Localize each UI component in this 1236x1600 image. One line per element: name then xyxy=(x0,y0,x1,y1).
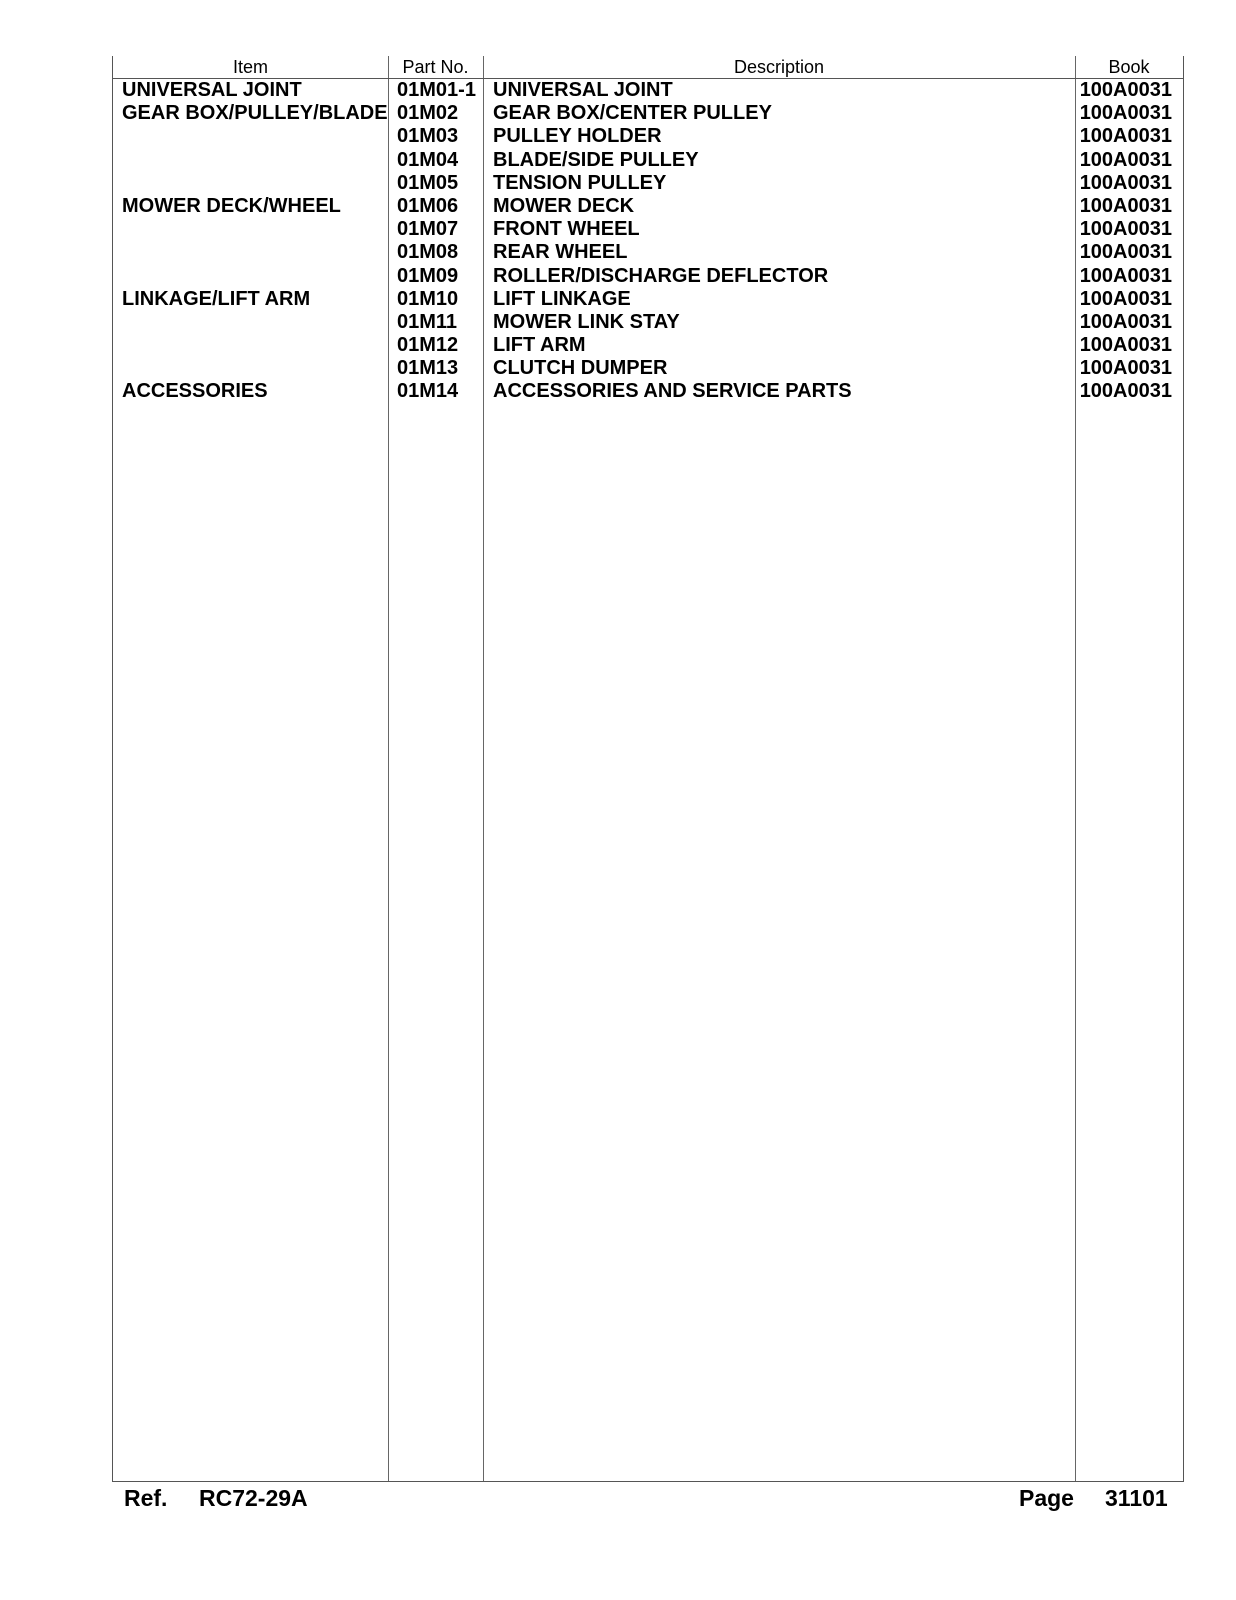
header-part-no: Part No. xyxy=(402,57,469,77)
item-cell: UNIVERSAL JOINT xyxy=(122,79,302,101)
part-no-cell: 01M09 xyxy=(397,264,459,287)
table-row xyxy=(113,79,1183,102)
part-no-cell: 01M12 xyxy=(397,334,459,357)
book-cell: 100A0031 xyxy=(1079,264,1172,287)
table-row xyxy=(113,218,1183,241)
description-cell: GEAR BOX/CENTER PULLEY xyxy=(493,102,772,125)
part-no-cell: 01M13 xyxy=(397,357,459,380)
book-cell: 100A0031 xyxy=(1079,148,1172,171)
table-row xyxy=(113,241,1183,264)
book-cell: 100A0031 xyxy=(1079,218,1172,241)
book-cell: 100A0031 xyxy=(1079,287,1172,310)
item-cell: ACCESSORIES xyxy=(122,380,268,403)
description-cell: FRONT WHEEL xyxy=(493,218,640,241)
book-cell: 100A0031 xyxy=(1079,310,1172,333)
part-no-cell: 01M02 xyxy=(397,102,459,125)
header-item: Item xyxy=(232,57,268,77)
part-no-cell: 01M04 xyxy=(397,148,459,171)
description-cell: TENSION PULLEY xyxy=(493,171,667,194)
part-no-cell: 01M14 xyxy=(397,380,459,403)
book-cell: 100A0031 xyxy=(1079,241,1172,264)
description-cell: BLADE/SIDE PULLEY xyxy=(493,148,699,171)
part-no-cell: 01M01-1 xyxy=(397,79,476,101)
part-no-cell: 01M03 xyxy=(397,125,459,148)
description-cell: LIFT ARM xyxy=(493,334,586,357)
item-cell: MOWER DECK/WHEEL xyxy=(122,194,341,217)
table-row xyxy=(113,334,1183,357)
description-cell: CLUTCH DUMPER xyxy=(493,357,668,380)
description-cell: MOWER LINK STAY xyxy=(493,310,680,333)
item-cell: GEAR BOX/PULLEY/BLADE xyxy=(122,102,388,125)
table-row xyxy=(113,149,1183,172)
ref-value: RC72-29A xyxy=(199,1485,308,1511)
description-cell: ACCESSORIES AND SERVICE PARTS xyxy=(493,380,852,403)
table-row xyxy=(113,311,1183,334)
book-cell: 100A0031 xyxy=(1079,79,1172,101)
ref-label: Ref. xyxy=(124,1485,168,1511)
part-no-cell: 01M07 xyxy=(397,218,459,241)
table-row xyxy=(113,102,1183,125)
table-row xyxy=(113,288,1183,311)
table-row xyxy=(113,380,1183,403)
description-cell: UNIVERSAL JOINT xyxy=(493,79,673,101)
part-no-cell: 01M11 xyxy=(397,310,458,333)
part-no-cell: 01M06 xyxy=(397,194,459,217)
book-cell: 100A0031 xyxy=(1079,171,1172,194)
book-cell: 100A0031 xyxy=(1079,102,1172,125)
header-description: Description xyxy=(733,57,825,77)
part-no-cell: 01M10 xyxy=(397,287,459,310)
table-row xyxy=(113,265,1183,288)
table-row xyxy=(113,357,1183,380)
table-row xyxy=(113,172,1183,195)
part-no-cell: 01M05 xyxy=(397,171,459,194)
header-book: Book xyxy=(1108,57,1150,77)
table-body xyxy=(113,79,1183,404)
book-cell: 100A0031 xyxy=(1079,194,1172,217)
table-row xyxy=(113,125,1183,148)
book-cell: 100A0031 xyxy=(1079,380,1172,403)
description-cell: MOWER DECK xyxy=(493,194,635,217)
parts-index-table xyxy=(112,56,1184,1482)
page-number: 31101 xyxy=(1105,1485,1168,1511)
description-cell: PULLEY HOLDER xyxy=(493,125,662,148)
book-cell: 100A0031 xyxy=(1079,357,1172,380)
part-no-cell: 01M08 xyxy=(397,241,459,264)
page-label: Page xyxy=(1019,1485,1074,1511)
description-cell: REAR WHEEL xyxy=(493,241,628,264)
table-row xyxy=(113,195,1183,218)
book-cell: 100A0031 xyxy=(1079,334,1172,357)
description-cell: LIFT LINKAGE xyxy=(493,287,631,310)
description-cell: ROLLER/DISCHARGE DEFLECTOR xyxy=(493,264,829,287)
item-cell: LINKAGE/LIFT ARM xyxy=(122,287,311,310)
book-cell: 100A0031 xyxy=(1079,125,1172,148)
